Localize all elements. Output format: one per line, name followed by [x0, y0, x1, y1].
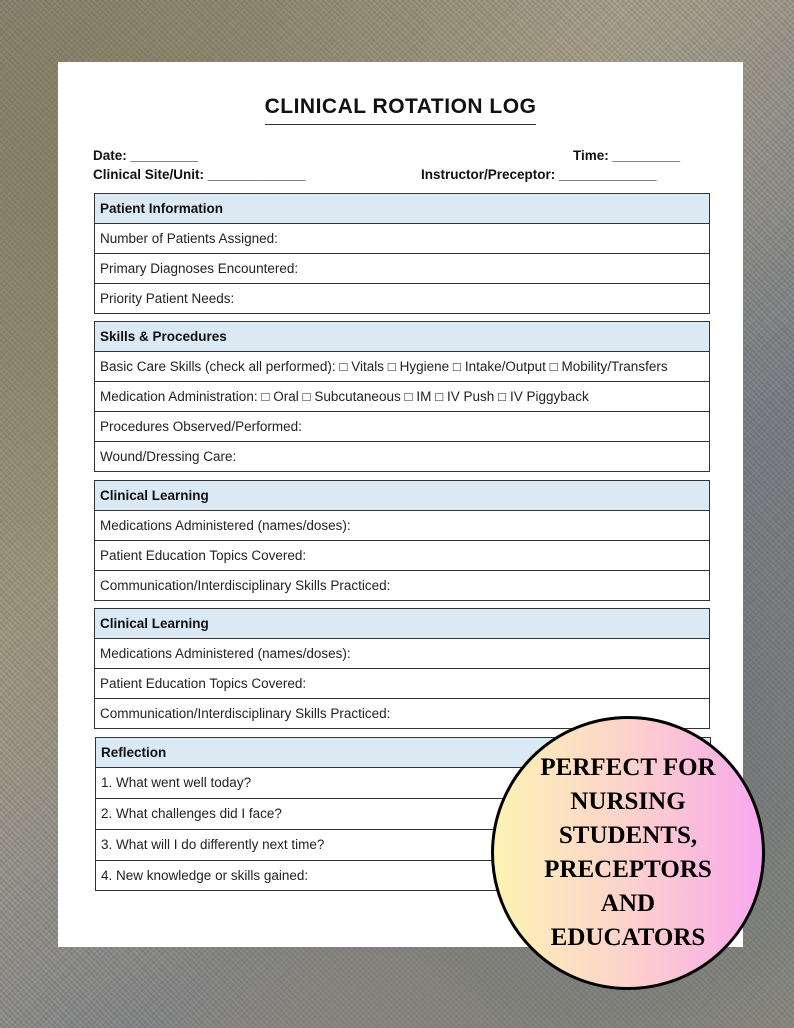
instructor-field: Instructor/Preceptor: _____________: [421, 167, 657, 182]
section-header: Reflection: [96, 738, 710, 768]
form-row: Patient Education Topics Covered:: [95, 669, 709, 699]
form-row: Number of Patients Assigned:: [95, 224, 709, 254]
section-clinical-learning-2: [94, 608, 710, 729]
form-row: 2. What challenges did I face?: [96, 799, 710, 830]
section-patient-information: [94, 193, 710, 314]
form-row: 4. New knowledge or skills gained:: [96, 861, 710, 891]
form-row: Medications Administered (names/doses):: [95, 639, 709, 669]
date-field: Date: _________: [93, 148, 199, 163]
form-row: Primary Diagnoses Encountered:: [95, 254, 709, 284]
form-row: Priority Patient Needs:: [95, 284, 709, 314]
badge-line: AND: [600, 890, 656, 917]
section-header: Skills & Procedures: [95, 322, 709, 352]
page-title: CLINICAL ROTATION LOG: [264, 95, 537, 118]
form-row: Communication/Interdisciplinary Skills Practiced:: [95, 699, 709, 729]
section-skills-procedures: [94, 321, 710, 472]
form-row: Medications Administered (names/doses):: [95, 511, 709, 541]
section-header: Clinical Learning: [95, 609, 709, 639]
time-field: Time: _________: [573, 148, 681, 163]
form-row: 3. What will I do differently next time?: [96, 830, 710, 861]
form-row: 1. What went well today?: [96, 768, 710, 799]
clinical-site-field: Clinical Site/Unit: _____________: [93, 167, 306, 182]
title-underline: [265, 124, 536, 125]
section-header: Patient Information: [95, 194, 709, 224]
form-row: Basic Care Skills (check all performed): □ Vitals □ Hygiene □ Intake/Output □ Mobility/Transfers: [95, 352, 709, 382]
form-row: Medication Administration: □ Oral □ Subcutaneous □ IM □ IV Push □ IV Piggyback: [95, 382, 709, 412]
form-row: Wound/Dressing Care:: [95, 442, 709, 472]
form-row: Communication/Interdisciplinary Skills Practiced:: [95, 571, 709, 601]
form-row: Patient Education Topics Covered:: [95, 541, 709, 571]
badge-line: PERFECT FOR: [540, 754, 716, 781]
badge-line: STUDENTS,: [558, 822, 698, 849]
badge-line: EDUCATORS: [550, 924, 706, 951]
badge-line: PRECEPTORS: [544, 856, 712, 883]
section-clinical-learning: [94, 480, 710, 601]
promo-badge: [491, 716, 765, 990]
section-header: Clinical Learning: [95, 481, 709, 511]
badge-line: NURSING: [570, 788, 686, 815]
form-row: Procedures Observed/Performed:: [95, 412, 709, 442]
